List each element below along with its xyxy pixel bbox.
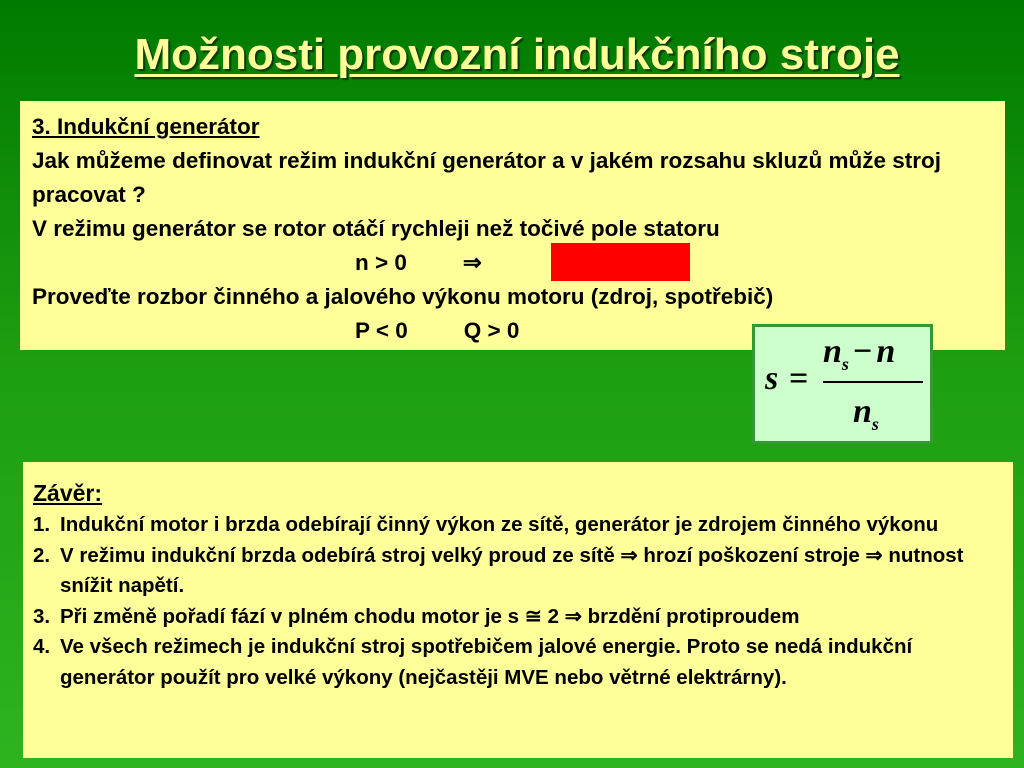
hidden-answer-box (551, 243, 690, 281)
conclusion-list (33, 510, 1003, 693)
formula-numerator: $n_s - n$ (823, 333, 896, 374)
speed-condition-row (32, 246, 993, 280)
list-item: 1. Indukční motor i brzda odebírají činný výkon ze sítě, generátor je zdrojem činného výkonu (33, 513, 939, 536)
question-text: Jak můžeme definovat režim indukční generátor a v jakém rozsahu skluzů může stroj pracovat ? (32, 148, 942, 207)
formula-lhs: s (765, 360, 779, 397)
list-item: 3. Při změně pořadí fází v plném chodu motor je s ≅ 2 ⇒ brzdění protiproudem (33, 604, 800, 628)
slide-title: Možnosti provozní indukčního stroje (134, 30, 900, 79)
section-heading: 3. Indukční generátor (32, 114, 260, 139)
list-item: 2. V režimu indukční brzda odebírá stroj velký proud ze sítě ⇒ hrozí poškození stroje ⇒ nutnost snížit napětí. (33, 543, 964, 597)
condition-q: Q > 0 (463, 318, 520, 343)
conclusion-section (23, 462, 1013, 758)
implies-icon: ⇒ (462, 250, 482, 275)
condition-n: n > 0 (355, 250, 407, 275)
formula-denominator: $n_s$ (853, 393, 879, 434)
analysis-text: Proveďte rozbor činného a jalového výkonu motoru (zdroj, spotřebič) (32, 284, 774, 309)
formula-equals: = (789, 360, 809, 397)
statement-text: V režimu generátor se rotor otáčí rychleji než točivé pole statoru (32, 216, 720, 241)
list-item: 4. Ve všech režimech je indukční stroj spotřebičem jalové energie. Proto se nedá indukční generátor použít pro velké výkony (nejčastěji MVE nebo větrné elektrárny). (33, 635, 913, 689)
conclusion-heading: Závěr: (33, 480, 103, 506)
condition-p: P < 0 (355, 318, 408, 343)
fraction-bar (823, 381, 923, 383)
slip-formula (752, 324, 933, 444)
generator-section (20, 101, 1005, 350)
